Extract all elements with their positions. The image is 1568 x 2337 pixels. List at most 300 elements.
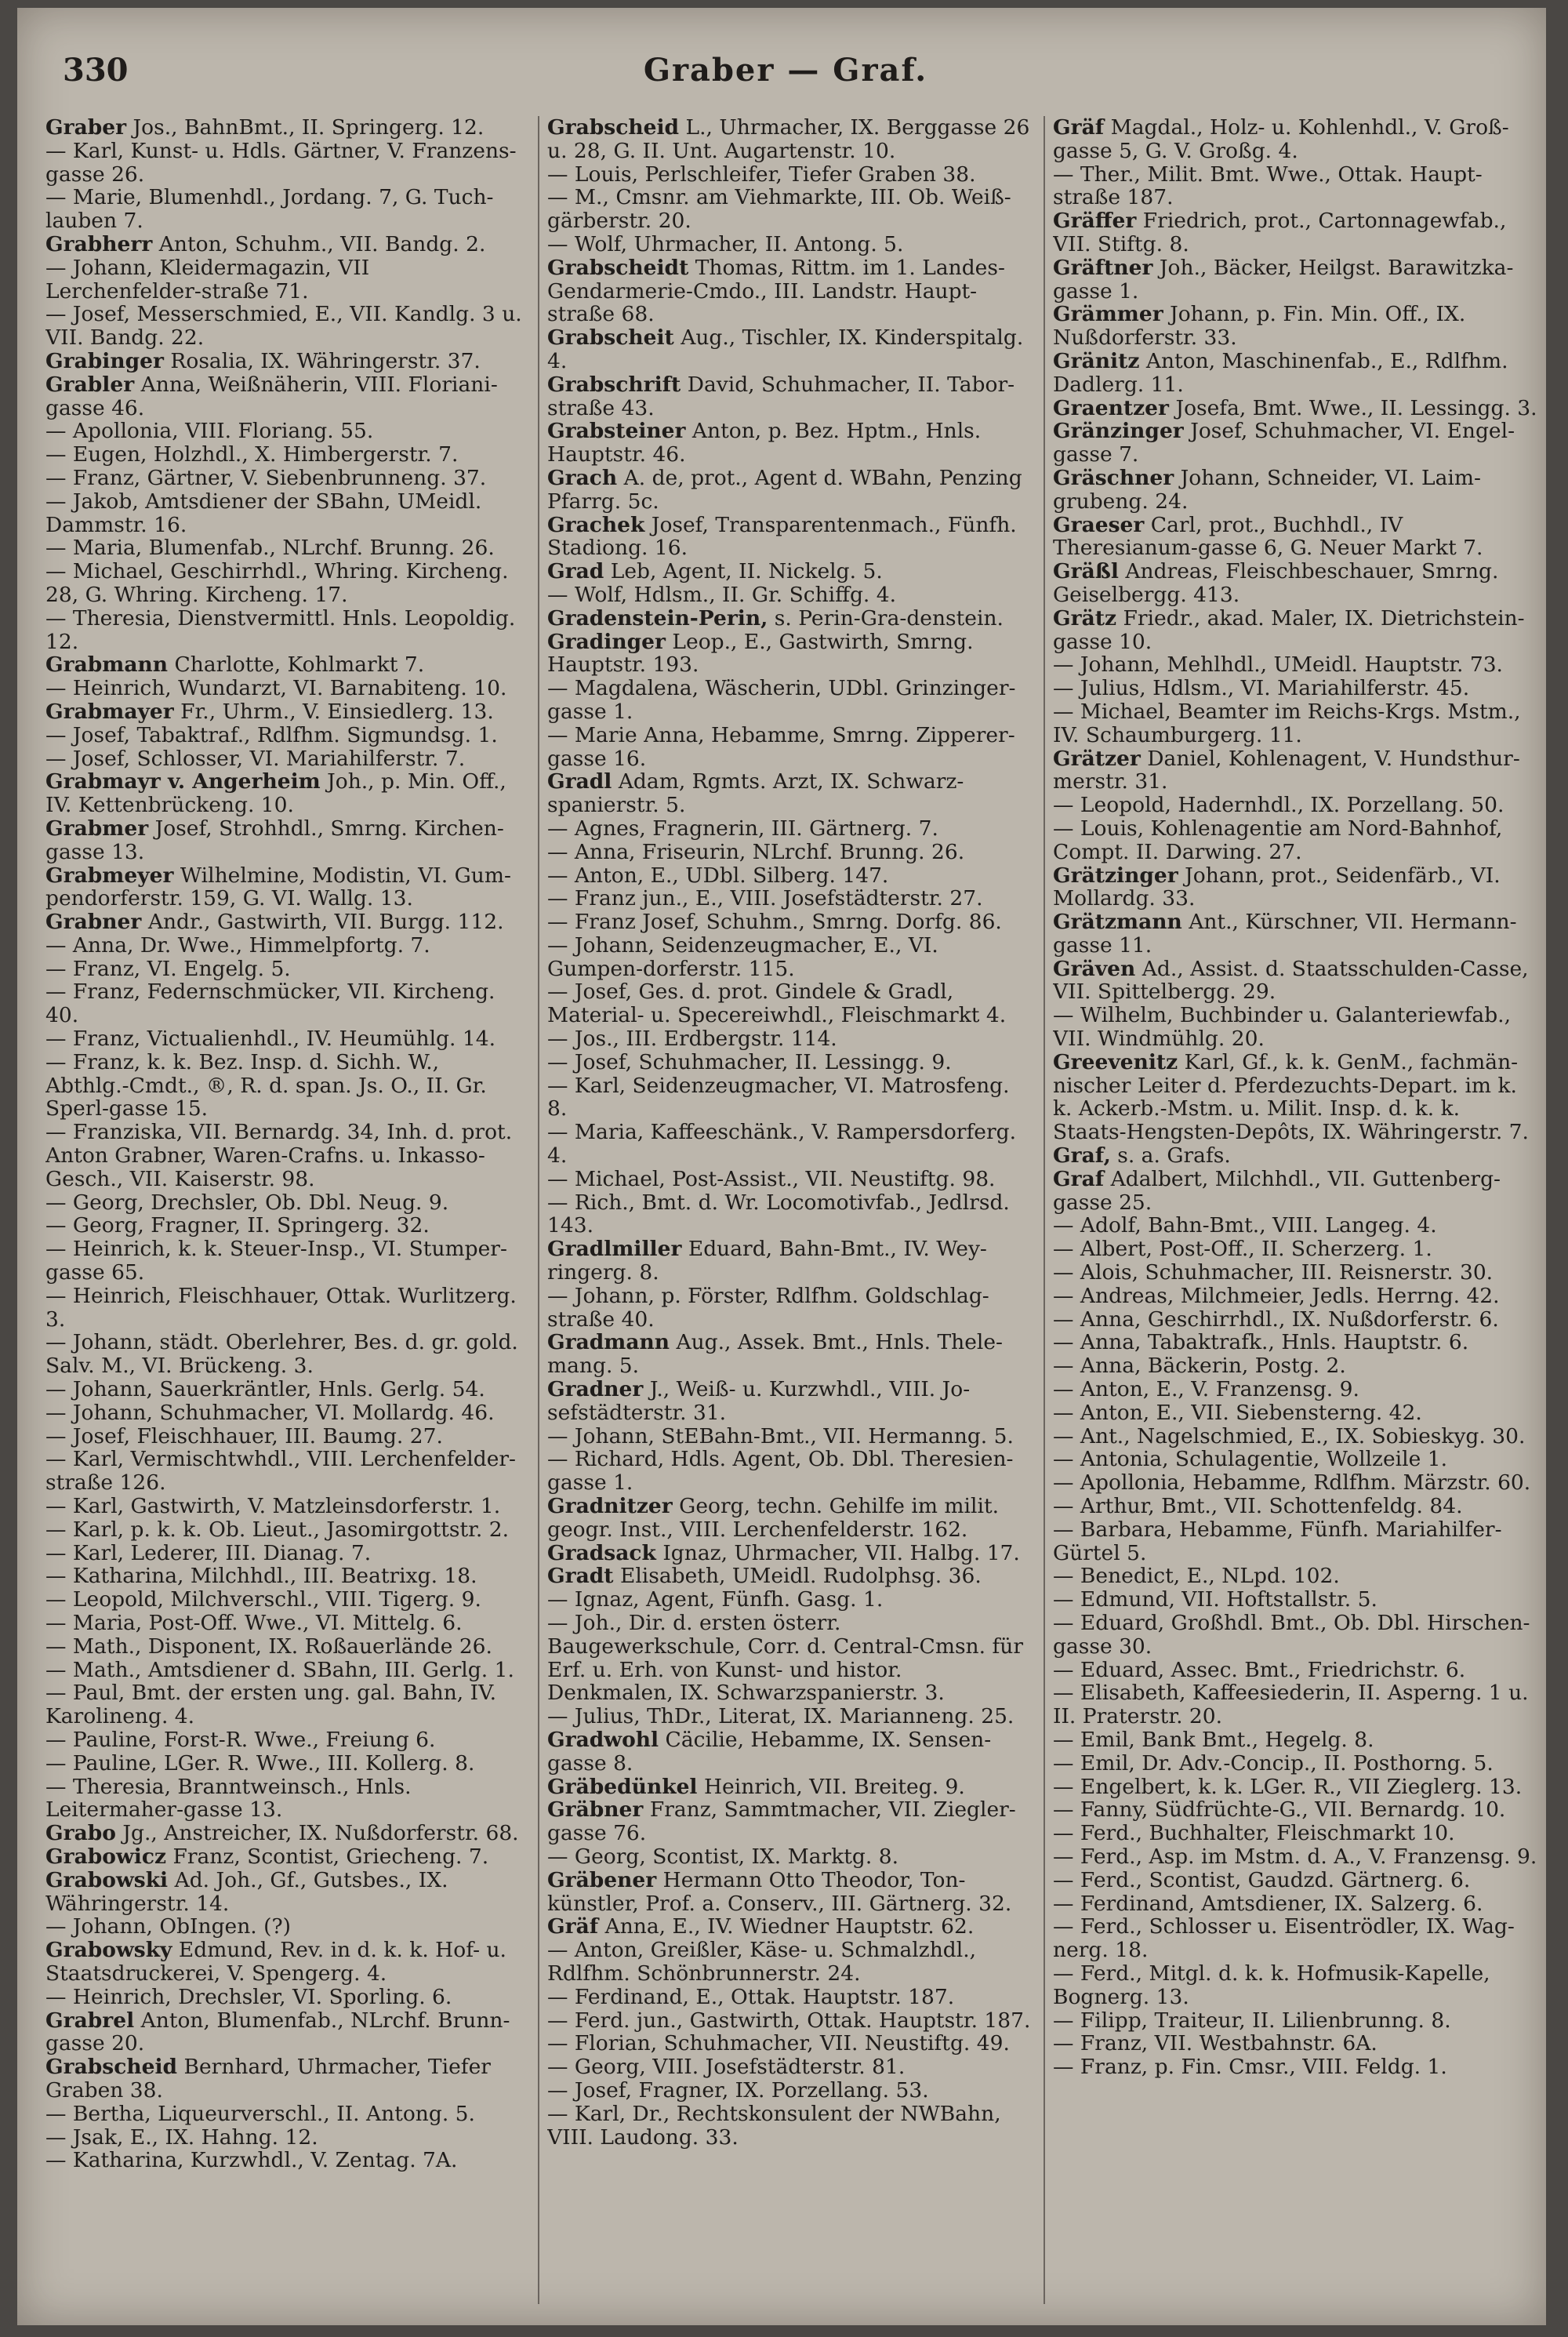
entry-text: — Michael, Geschirrhdl., Whring. Kircheng. 28, G. Whring. Kircheng. 17. [45,559,509,607]
directory-entry [45,303,528,350]
directory-entry [1053,116,1539,163]
running-head: Graber — Graf. [643,52,928,89]
entry-headword: Grachek [547,512,645,537]
entry-text: — Johann, StEBahn-Bmt., VII. Hermanng. 5. [547,1423,1014,1448]
entry-text: — Fanny, Südfrüchte-G., VII. Bernardg. 10. [1053,1797,1506,1823]
directory-entry [45,1401,528,1425]
entry-text: — Maria, Kaffeeschänk., V. Rampersdorferg. 4. [547,1120,1017,1168]
entry-headword: Grätz [1053,605,1117,631]
entry-text: Franz, Scontist, Griecheng. 7. [166,1844,489,1869]
entry-headword: Graentzer [1053,395,1170,420]
entry-text: — Anna, Friseurin, NLrchf. Brunng. 26. [547,839,965,864]
entry-text: — Karl, Dr., Rechtskonsulent der NWBahn, VIII. Laudong. 33. [547,2101,1001,2150]
directory-entry [45,1121,528,1190]
directory-entry [45,350,528,373]
directory-entry [547,1798,1033,1845]
entry-text: — Jsak, E., IX. Hahng. 12. [45,2124,318,2150]
entry-headword: Grabmayr v. Angerheim [45,769,321,794]
entry-text: Anton, Schuhm., VII. Bandg. 2. [152,231,486,256]
directory-entry [1053,1892,1539,1916]
directory-entry [1053,1681,1539,1728]
entry-text: — Josef, Tabaktraf., Rdlfhm. Sigmundsg. 1. [45,722,498,747]
entry-text: Georg, techn. Gehilfe im milit. geogr. Inst., VIII. Lerchenfelderstr. 162. [547,1494,1000,1542]
entry-text: — Maria, Blumenfab., NLrchf. Brunng. 26. [45,536,495,561]
entry-text: — Josef, Schuhmacher, II. Lessingg. 9. [547,1049,952,1074]
entry-headword: Gräftner [1053,255,1153,280]
entry-text: Friedrich, prot., Cartonnagewfab., VII. Stiftg. 8. [1053,209,1507,256]
entry-text: Anton, Blumenfab., NLrchf. Brunn-gasse 20. [45,2008,510,2056]
entry-text: — Karl, p. k. k. Ob. Lieut., Jasomirgottstr. 2. [45,1517,510,1542]
directory-entry [45,116,528,140]
entry-text: — Johann, Mehlhdl., UMeidl. Hauptstr. 73. [1053,652,1503,678]
directory-entry [45,1659,528,1682]
directory-entry [547,1728,1033,1775]
directory-entry [1053,1915,1539,1962]
entry-text: — Anton, E., V. Franzensg. 9. [1053,1377,1359,1402]
entry-text: Josef, Transparentenmach., Fünfh. Stadiong. 16. [547,512,1017,561]
entry-text: — Wolf, Uhrmacher, II. Antong. 5. [547,231,904,256]
directory-entry [1053,1518,1539,1565]
directory-entry [1053,1845,1539,1869]
directory-entry [45,2103,528,2126]
entry-headword: Grabner [45,910,142,935]
entry-text: — Emil, Bank Bmt., Hegelg. 8. [1053,1727,1374,1752]
entry-headword: Gradwohl [547,1727,659,1752]
directory-entry [1053,1728,1539,1752]
entry-text: — Louis, Kohlenagentie am Nord-Bahnhof, Compt. II. Darwing. 27. [1053,816,1503,864]
entry-text: Josef, Schuhmacher, VI. Engel-gasse 7. [1053,419,1515,467]
entry-headword: Grabherr [45,231,153,256]
directory-entry [547,583,1033,607]
entry-text: — Anton, E., UDbl. Silberg. 147. [547,863,889,888]
entry-text: — Ferd., Asp. im Mstm. d. A., V. Franzensg. 9. [1053,1844,1537,1869]
entry-text: — Karl, Lederer, III. Dianag. 7. [45,1540,372,1565]
directory-entry [45,1845,528,1869]
entry-headword: Grätzer [1053,746,1141,771]
entry-headword: Gradsack [547,1540,656,1565]
entry-headword: Grabowski [45,1867,169,1892]
directory-entry [45,770,528,817]
entry-headword: Graf, [1053,1143,1111,1168]
entry-text: Magdal., Holz- u. Kohlenhdl., V. Groß-gasse 5, G. V. Großg. 4. [1053,116,1509,163]
entry-text: — Adolf, Bahn-Bmt., VIII. Langeg. 4. [1053,1213,1437,1238]
entry-text: — Emil, Dr. Adv.-Concip., II. Posthorng. 5. [1053,1750,1494,1775]
directory-entry [1053,864,1539,911]
entry-text: — Franz, VII. Westbahnstr. 6A. [1053,2031,1377,2056]
entry-headword: Gräf [1053,116,1105,140]
entry-headword: Gradmann [547,1330,670,1355]
entry-text: — Georg, Scontist, IX. Marktg. 8. [547,1844,899,1869]
directory-entry [1053,1331,1539,1354]
entry-text: — Josef, Messerschmied, E., VII. Kandlg. 3 u. VII. Bandg. 22. [45,302,522,351]
entry-text: — Karl, Kunst- u. Hdls. Gärtner, V. Franzens-gasse 26. [45,138,517,187]
directory-entry [547,1027,1033,1051]
directory-entry [547,841,1033,864]
entry-headword: Gräf [547,1914,599,1939]
entry-text: — Agnes, Fragnerin, III. Gärtnerg. 7. [547,816,938,841]
directory-entry [547,980,1033,1027]
entry-text: — Theresia, Dienstvermittl. Hnls. Leopoldig. 12. [45,605,516,654]
directory-entry [547,677,1033,724]
directory-entry [45,910,528,934]
directory-entry [547,1074,1033,1121]
entry-text: — Joh., Dir. d. ersten österr. Baugewerkschule, Corr. d. Central-Cmsn. für Erf. u. Erh. von Kunst- und histor. Denkmalen, IX. Schwarzspanierstr. 3. [547,1611,1024,1706]
directory-entry [45,1495,528,1518]
entry-text: s. a. Grafs. [1110,1143,1231,1168]
directory-entry [1053,1962,1539,2009]
directory-entry [45,1051,528,1121]
directory-entry [1053,1471,1539,1495]
directory-entry [1053,467,1539,514]
entry-text: — Anton, Greißler, Käse- u. Schmalzhdl., Rdlfhm. Schönbrunnerstr. 24. [547,1938,977,1986]
entry-text: — Eduard, Assec. Bmt., Friedrichstr. 6. [1053,1657,1466,1682]
entry-text: Joh., Bäcker, Heilgst. Barawitzka-gasse 1. [1053,255,1514,303]
entry-text: Anton, p. Bez. Hptm., Hnls. Hauptstr. 46. [547,419,982,467]
entry-headword: Gräbener [547,1867,657,1892]
entry-text: Wilhelmine, Modistin, VI. Gum-pendorferstr. 159, G. VI. Wallg. 13. [45,863,511,911]
directory-entry [45,443,528,467]
directory-entry [1053,1354,1539,1378]
entry-text: Ad. Joh., Gf., Gutsbes., IX. Währingerstr. 14. [45,1867,448,1916]
directory-entry [45,980,528,1027]
directory-entry [45,724,528,747]
directory-entry [1053,1659,1539,1682]
entry-text: — Franz, Federnschmücker, VII. Kircheng. 40. [45,980,495,1028]
directory-entry [45,2149,528,2172]
entry-text: — Florian, Schuhmacher, VII. Neustiftg. 49. [547,2031,1010,2056]
entry-text: — Filipp, Traiteur, II. Lilienbrunng. 8. [1053,2008,1451,2033]
entry-headword: Grabscheid [547,116,680,140]
directory-entry [1053,1401,1539,1425]
directory-entry [547,1775,1033,1799]
directory-entry [1053,514,1539,561]
directory-entry [547,420,1033,467]
entry-text: — Louis, Perlschleifer, Tiefer Graben 38. [547,162,976,187]
directory-entry [45,1214,528,1238]
entry-headword: Gradt [547,1564,614,1589]
directory-entry [45,536,528,560]
entry-headword: Gradlmiller [547,1237,682,1262]
entry-text: — Apollonia, Hebamme, Rdlfhm. Märzstr. 60. [1053,1470,1531,1496]
directory-entry [1053,1285,1539,1308]
entry-headword: Grabschrift [547,372,681,397]
entry-text: — Maria, Post-Off. Wwe., VI. Mittelg. 6. [45,1611,463,1635]
entry-text: — Theresia, Branntweinsch., Hnls. Leitermaher-gasse 13. [45,1774,412,1823]
directory-entry [45,1238,528,1285]
entry-text: — Katharina, Kurzwhdl., V. Zentag. 7A. [45,2148,458,2173]
entry-text: — Wilhelm, Buchbinder u. Galanteriewfab., VII. Windmühlg. 20. [1053,1003,1512,1052]
entry-headword: Greevenitz [1053,1049,1178,1074]
directory-entry [1053,256,1539,303]
directory-entry [1053,1612,1539,1659]
directory-entry [1053,1004,1539,1051]
entry-headword: Grabo [45,1821,116,1846]
directory-entry [45,1191,528,1215]
directory-entry [45,186,528,233]
entry-text: — Johann, städt. Oberlehrer, Bes. d. gr. gold. Salv. M., VI. Brückeng. 3. [45,1330,518,1379]
directory-entry [45,1939,528,1986]
entry-text: — Leopold, Milchverschl., VIII. Tigerg. 9. [45,1587,481,1612]
column-2 [547,116,1033,2312]
directory-entry [547,326,1033,373]
directory-entry [1053,163,1539,210]
entry-headword: Grabowsky [45,1938,172,1963]
entry-headword: Gradnitzer [547,1494,673,1519]
directory-entry [547,116,1033,163]
directory-entry [45,420,528,443]
entry-headword: Graf [1053,1166,1105,1191]
directory-entry [45,958,528,981]
directory-entry [547,770,1033,817]
entry-text: Johann, Schneider, VI. Laim-grubeng. 24. [1053,465,1481,514]
entry-text: — Ant., Nagelschmied, E., IX. Sobieskyg. 30. [1053,1423,1526,1448]
directory-entry [1053,1308,1539,1332]
directory-entry [1053,700,1539,747]
directory-entry [45,2055,528,2103]
directory-entry [547,1612,1033,1705]
directory-entry [1053,653,1539,677]
directory-entry [547,2103,1033,2150]
directory-entry [1053,607,1539,654]
directory-entry [547,1986,1033,2009]
directory-entry [547,163,1033,187]
directory-entry [547,1939,1033,1986]
directory-entry [45,1285,528,1332]
entry-text: — Johann, Sauerkräntler, Hnls. Gerlg. 54. [45,1377,485,1402]
entry-headword: Grabler [45,372,135,397]
directory-entry [45,467,528,490]
entry-text: — Magdalena, Wäscherin, UDbl. Grinzinger-gasse 1. [547,676,1016,724]
directory-entry [547,1425,1033,1448]
directory-entry [45,1612,528,1635]
entry-text: — Johann, Schuhmacher, VI. Mollardg. 46. [45,1400,495,1425]
entry-text: — Josef, Fragner, IX. Porzellang. 53. [547,2077,929,2103]
entry-headword: Gradinger [547,629,666,654]
directory-entry [1053,1425,1539,1448]
directory-entry [45,1448,528,1495]
entry-text: — M., Cmsnr. am Viehmarkte, III. Ob. Weiß-gärberstr. 20. [547,185,1011,234]
entry-text: L., Uhrmacher, IX. Berggasse 26 u. 28, G. II. Unt. Augartenstr. 10. [547,116,1030,163]
entry-text: — Josef, Ges. d. prot. Gindele & Gradl, Material- u. Specereiwhdl., Fleischmarkt 4. [547,980,1007,1028]
entry-headword: Grach [547,465,618,490]
entry-text: — Julius, Hdlsm., VI. Mariahilferstr. 45. [1053,676,1470,701]
directory-entry [547,560,1033,583]
entry-text: Johann, p. Fin. Min. Off., IX. Nußdorferstr. 33. [1053,302,1466,351]
entry-text: Jg., Anstreicher, IX. Nußdorferstr. 68. [115,1821,519,1846]
column-1 [45,116,528,2312]
entry-text: — Barbara, Hebamme, Fünfh. Mariahilfer-Gürtel 5. [1053,1517,1502,1565]
directory-entry [547,1168,1033,1191]
entry-headword: Gräven [1053,956,1136,981]
directory-entry [45,140,528,187]
entry-text: — Leopold, Hadernhdl., IX. Porzellang. 50. [1053,793,1504,818]
directory-entry [547,1121,1033,1168]
directory-entry [45,1331,528,1378]
directory-page [17,8,1546,2325]
directory-entry [547,934,1033,981]
entry-text: Andreas, Fleischbeschauer, Smrng. Geiselbergg. 413. [1053,559,1499,607]
entry-text: — Bertha, Liqueurverschl., II. Antong. 5. [45,2101,475,2126]
entry-text: — Ignaz, Agent, Fünfh. Gasg. 1. [547,1587,884,1612]
directory-entry [45,1565,528,1588]
entry-text: — Jakob, Amtsdiener der SBahn, UMeidl. Dammstr. 16. [45,489,482,537]
entry-text: — Ferd. jun., Gastwirth, Ottak. Hauptstr. 187. [547,2008,1031,2033]
directory-entry [547,2009,1033,2033]
entry-text: — Elisabeth, Kaffeesiederin, II. Asperng. 1 u. II. Praterstr. 20. [1053,1681,1529,1729]
entry-text: — Anton, E., VII. Siebensterng. 42. [1053,1400,1422,1425]
entry-text: Cäcilie, Hebamme, IX. Sensen-gasse 8. [547,1727,992,1775]
directory-entry [547,1915,1033,1939]
entry-text: — Georg, Fragner, II. Springerg. 32. [45,1213,430,1238]
entry-text: Friedr., akad. Maler, IX. Dietrichstein-gasse 10. [1053,605,1525,654]
directory-entry [45,1425,528,1448]
page-header [49,52,1523,107]
directory-entry [45,700,528,724]
entry-text: — Marie, Blumenhdl., Jordang. 7, G. Tuch-lauben 7. [45,185,494,234]
directory-entry [45,2009,528,2056]
directory-entry [45,560,528,607]
directory-entry [547,1191,1033,1238]
entry-text: — Karl, Vermischtwhdl., VIII. Lerchenfelder-straße 126. [45,1447,517,1496]
directory-entry [1053,1565,1539,1588]
entry-text: Eduard, Bahn-Bmt., IV. Wey-ringerg. 8. [547,1237,987,1285]
directory-entry [1053,1822,1539,1845]
entry-text: Leb, Agent, II. Nickelg. 5. [604,559,883,584]
entry-headword: Gräbner [547,1797,644,1823]
entry-text: — Eugen, Holzhdl., X. Himbergerstr. 7. [45,442,459,467]
entry-headword: Gräffer [1053,209,1137,234]
directory-entry [45,2126,528,2150]
entry-text: — Benedict, E., NLpd. 102. [1053,1564,1340,1589]
entry-text: — Heinrich, Wundarzt, VI. Barnabiteng. 10. [45,676,507,701]
entry-headword: Grad [547,559,604,584]
directory-entry [547,1448,1033,1495]
entry-text: Carl, prot., Buchhdl., IV Theresianum-gasse 6, G. Neuer Markt 7. [1053,512,1483,561]
directory-entry [1053,303,1539,350]
entry-text: — Anna, Bäckerin, Postg. 2. [1053,1354,1346,1379]
directory-entry [1053,1214,1539,1238]
entry-headword: Grabscheidt [547,255,689,280]
directory-entry [547,514,1033,561]
directory-entry [45,1378,528,1401]
entry-text: — Alois, Schuhmacher, III. Reisnerstr. 30. [1053,1260,1494,1285]
directory-entry [547,186,1033,233]
entry-text: — Franziska, VII. Bernardg. 34, Inh. d. prot. Anton Grabner, Waren-Crafns. u. Inkasso-Gesch., VII. Kaiserstr. 98. [45,1120,513,1191]
entry-headword: Gränitz [1053,348,1140,373]
directory-entry [1053,397,1539,420]
entry-text: Leop., E., Gastwirth, Smrng. Hauptstr. 193. [547,629,974,678]
directory-entry [45,1681,528,1728]
entry-text: s. Perin-Gra-denstein. [768,605,1004,631]
directory-entry [45,1752,528,1775]
directory-entry [45,677,528,700]
entry-headword: Gräbedünkel [547,1774,698,1799]
entry-text: Josef, Strohhdl., Smrng. Kirchen-gasse 13. [45,816,504,864]
entry-text: — Franz, Gärtner, V. Siebenbrunneng. 37. [45,465,487,490]
directory-entry [45,1588,528,1612]
column-rule [1044,116,1045,2304]
entry-headword: Graeser [1053,512,1145,537]
entry-text: Anna, E., IV. Wiedner Hauptstr. 62. [598,1914,975,1939]
entry-headword: Gradl [547,769,612,794]
entry-headword: Grabmeyer [45,863,174,888]
entry-text: — Ferd., Scontist, Gaudzd. Gärtnerg. 6. [1053,1867,1471,1892]
entry-text: Ad., Assist. d. Staatsschulden-Casse, VII. Spittelbergg. 29. [1053,956,1529,1005]
entry-text: — Franz, k. k. Bez. Insp. d. Sichh. W., Abthlg.-Cmdt., ®, R. d. span. Js. O., II. Gr. Sperl-gasse 15. [45,1049,487,1121]
directory-entry [547,1845,1033,1869]
directory-entry [1053,2032,1539,2055]
entry-text: Aug., Tischler, IX. Kinderspitalg. 4. [547,325,1024,373]
entry-text: Charlotte, Kohlmarkt 7. [168,652,425,678]
directory-entry [547,864,1033,888]
column-3 [1053,116,1539,2312]
directory-entry [45,1869,528,1916]
entry-text: Aug., Assek. Bmt., Hnls. Thele-mang. 5. [547,1330,1003,1379]
directory-entry [547,1588,1033,1612]
directory-entry [1053,1238,1539,1261]
directory-entry [547,1869,1033,1916]
directory-entry [45,1518,528,1542]
entry-text: Adam, Rgmts. Arzt, IX. Schwarz-spanierstr. 5. [547,769,964,818]
entry-text: — Josef, Schlosser, VI. Mariahilferstr. 7. [45,746,466,771]
directory-entry [1053,560,1539,607]
directory-entry [45,1027,528,1051]
directory-entry [1053,1798,1539,1822]
directory-entry [1053,1588,1539,1612]
directory-entry [45,1728,528,1752]
entry-text: Johann, prot., Seidenfärb., VI. Mollardg. 33. [1053,863,1501,911]
entry-text: — Heinrich, Drechsler, VI. Sporling. 6. [45,1984,452,2009]
directory-entry [45,934,528,958]
entry-text: — Math., Amtsdiener d. SBahn, III. Gerlg. 1. [45,1657,514,1682]
entry-headword: Gränzinger [1053,419,1184,444]
entry-headword: Grätzinger [1053,863,1178,888]
directory-entry [45,1822,528,1845]
directory-entry [1053,2009,1539,2033]
entry-text: — Ferd., Buchhalter, Fleischmarkt 10. [1053,1821,1455,1846]
entry-headword: Grabinger [45,348,164,373]
entry-text: — Math., Disponent, IX. Roßauerlände 26. [45,1634,492,1659]
directory-entry [547,817,1033,841]
entry-text: — Antonia, Schulagentie, Wollzeile 1. [1053,1447,1448,1472]
entry-text: — Franz, p. Fin. Cmsr., VIII. Feldg. 1. [1053,2055,1447,2080]
entry-text: Josefa, Bmt. Wwe., II. Lessingg. 3. [1169,395,1537,420]
directory-entry [1053,910,1539,958]
directory-entry [547,724,1033,771]
entry-text: — Julius, ThDr., Literat, IX. Marianneng. 25. [547,1704,1014,1729]
entry-text: Bernhard, Uhrmacher, Tiefer Graben 38. [45,2055,491,2103]
directory-entry [547,910,1033,934]
entry-text: David, Schuhmacher, II. Tabor-straße 43. [547,372,1015,420]
entry-headword: Grabmayer [45,699,174,724]
directory-entry [547,1051,1033,1074]
entry-text: — Rich., Bmt. d. Wr. Locomotivfab., Jedlrsd. 143. [547,1190,1010,1238]
entry-text: — Johann, Seidenzeugmacher, E., VI. Gumpen-dorferstr. 115. [547,932,938,981]
entry-text: J., Weiß- u. Kurzwhdl., VIII. Jo-sefstädterstr. 31. [547,1377,971,1425]
directory-entry [45,373,528,420]
directory-entry [1053,350,1539,397]
entry-text: — Wolf, Hdlsm., II. Gr. Schiffg. 4. [547,582,897,607]
directory-entry [45,1986,528,2009]
directory-entry [547,1705,1033,1728]
column-rule [538,116,539,2304]
directory-entry [45,1542,528,1565]
directory-entry [1053,1261,1539,1285]
page-number: 330 [63,52,129,89]
directory-entry [547,256,1033,326]
entry-text: — Karl, Seidenzeugmacher, VI. Matrosfeng. 8. [547,1073,1010,1121]
entry-text: — Anna, Dr. Wwe., Himmelpfortg. 7. [45,932,430,958]
